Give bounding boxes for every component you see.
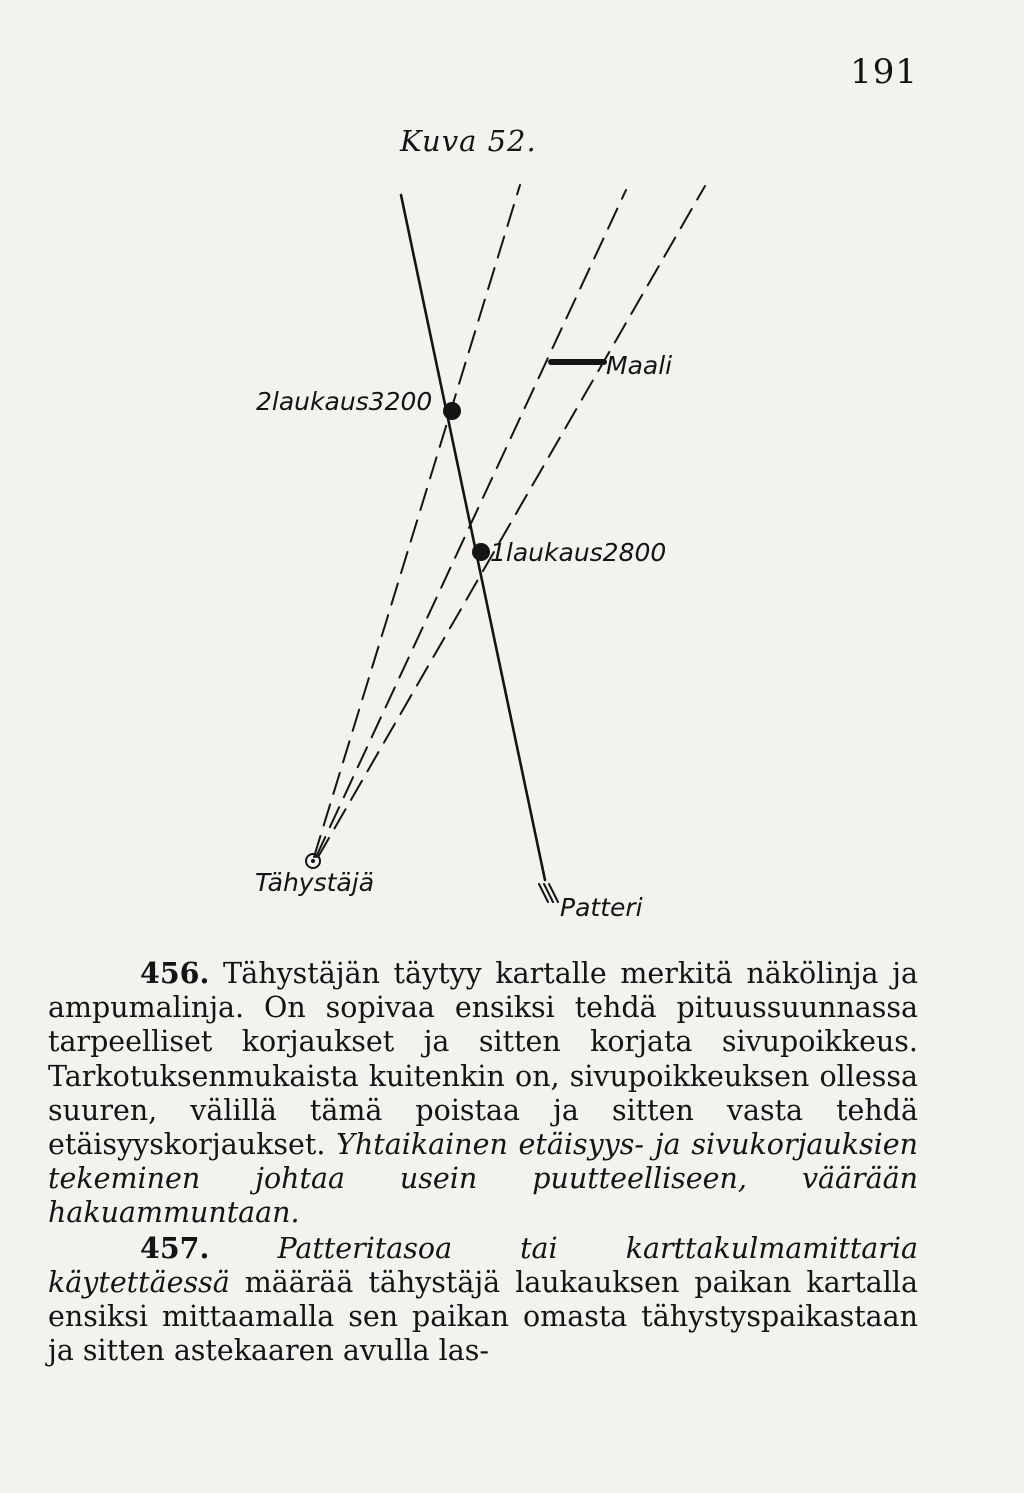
label-shot-1: 1laukaus2800 xyxy=(490,538,667,567)
body-text xyxy=(48,956,918,1368)
paragraph-457 xyxy=(48,1231,918,1369)
page-number: 191 xyxy=(850,52,918,92)
figure-caption: Kuva 52. xyxy=(400,124,537,158)
text-segment: Yhtaikainen etäisyys- ja sivukorjauksien tekeminen johtaa usein puutteelliseen, väärään hakuammuntaan. xyxy=(48,1128,918,1230)
paragraph-number: 456. xyxy=(140,956,210,990)
battery-mark-1 xyxy=(539,884,548,902)
text-segment: Patteritasoa xyxy=(209,1231,521,1265)
text-segment: Tähystäjän täytyy kartalle merkitä näkölinja ja ampumalinja. On sopivaa ensiksi tehdä pituussuunnassa tarpeelliset korjaukset ja sitten korjata sivupoikkeus. Tarkotuksenmukaista kuitenkin on, sivupoikkeuksen ollessa suuren, välillä tämä poistaa ja sitten vasta tehdä etäisyyskorjaukset. xyxy=(48,957,918,1162)
text-segment: tai xyxy=(520,1231,626,1265)
battery-mark-3 xyxy=(549,884,558,902)
sight-line-1 xyxy=(314,185,520,857)
sight-line-2 xyxy=(316,190,626,857)
label-maali: Maali xyxy=(606,351,673,380)
battery-mark-2 xyxy=(544,884,553,902)
text-segment: karttakulmamittaria käytettäessä xyxy=(48,1231,918,1299)
paragraph-number: 457. xyxy=(140,1230,210,1265)
label-observer: Tähystäjä xyxy=(255,868,375,897)
label-shot-2: 2laukaus3200 xyxy=(256,387,433,416)
shot-2-point xyxy=(443,402,461,420)
text-segment: määrää tähystäjä laukauksen paikan kartalla ensiksi mittaamalla sen paikan omasta tähystyspaikastaan ja sitten astekaaren avulla las- xyxy=(48,1265,918,1368)
paragraph-456 xyxy=(48,956,918,1231)
shot-1-point xyxy=(472,543,490,561)
label-battery: Patteri xyxy=(560,893,643,922)
sight-line-3 xyxy=(318,186,705,857)
